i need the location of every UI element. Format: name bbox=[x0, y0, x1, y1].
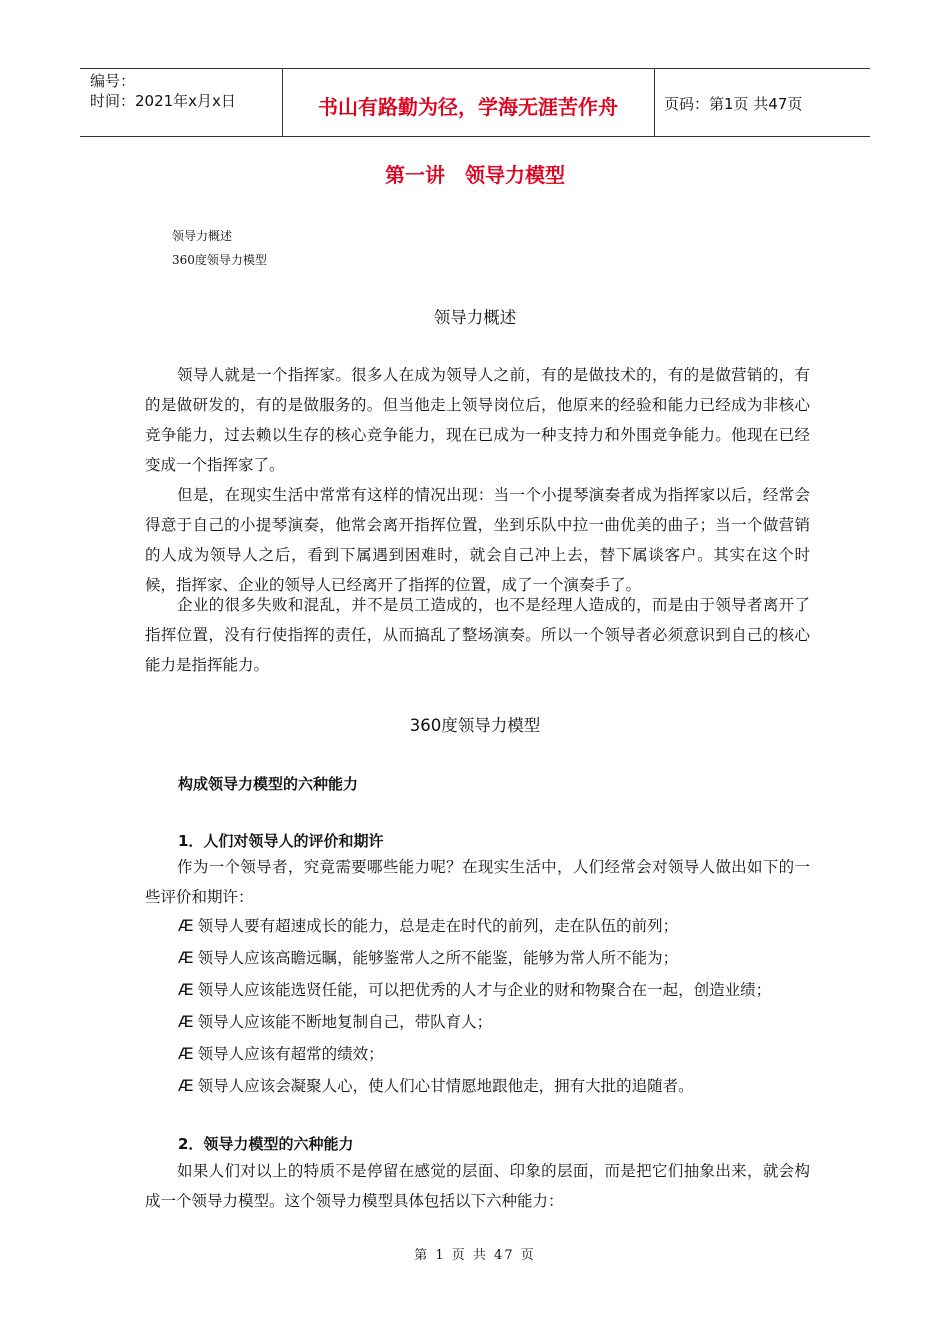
bullet-text: 领导人应该有超常的绩效； bbox=[197, 1045, 384, 1063]
bullet-text: 领导人应该能选贤任能，可以把优秀的人才与企业的财和物聚合在一起，创造业绩； bbox=[197, 981, 772, 999]
section-title: 360度领导力模型 bbox=[409, 716, 541, 735]
number-label: 编号： bbox=[90, 72, 136, 90]
paragraph: 如果人们对以上的特质不是停留在感觉的层面、印象的层面，而是把它们抽象出来，就会构成一个领导力模型。这个领导力模型具体包括以下六种能力： bbox=[145, 1162, 810, 1210]
bullet-text: 领导人应该会凝聚人心，使人们心甘情愿地跟他走，拥有大批的追随者。 bbox=[197, 1077, 694, 1095]
list-item bbox=[178, 910, 771, 942]
header-motto: 书山有路勤为径，学海无涯苦作舟 bbox=[318, 95, 618, 119]
bullet-mark: Æ bbox=[178, 948, 194, 967]
section-subtitle: 构成领导力模型的六种能力 bbox=[178, 775, 359, 793]
bullet-mark: Æ bbox=[178, 1044, 194, 1063]
header-page-info: 页码：第1页 共47页 bbox=[664, 95, 803, 113]
point-heading: 1．人们对领导人的评价和期许 bbox=[178, 832, 384, 850]
section-title: 领导力概述 bbox=[433, 308, 517, 327]
list-item bbox=[178, 1070, 771, 1102]
bullet-list bbox=[178, 910, 771, 1102]
paragraph: 但是，在现实生活中常常有这样的情况出现：当一个小提琴演奏者成为指挥家以后，经常会得意于自己的小提琴演奏，他常会离开指挥位置，坐到乐队中拉一曲优美的曲子；当一个做营销的人成为领导人之后，看到下属遇到困难时，就会自己冲上去，替下属谈客户。其实在这个时候，指挥家、企业的领导人已经离开了指挥的位置，成了一个演奏手了。 bbox=[145, 486, 810, 594]
list-item bbox=[178, 974, 771, 1006]
bullet-mark: Æ bbox=[178, 1076, 194, 1095]
toc-item: 360度领导力模型 bbox=[172, 253, 267, 267]
bullet-text: 领导人应该能不断地复制自己，带队育人； bbox=[197, 1013, 493, 1031]
list-item bbox=[178, 1038, 771, 1070]
header-divider bbox=[654, 69, 655, 136]
date-label: 时间：2021年x月x日 bbox=[90, 92, 236, 110]
bullet-mark: Æ bbox=[178, 916, 194, 935]
paragraph: 企业的很多失败和混乱，并不是员工造成的，也不是经理人造成的，而是由于领导者离开了指挥位置，没有行使指挥的责任，从而搞乱了整场演奏。所以一个领导者必须意识到自己的核心能力是指挥能力。 bbox=[145, 596, 810, 674]
bullet-mark: Æ bbox=[178, 1012, 194, 1031]
page-header bbox=[80, 68, 870, 137]
table-of-contents bbox=[172, 224, 267, 272]
bullet-text: 领导人应该高瞻远瞩，能够鉴常人之所不能鉴，能够为常人所不能为； bbox=[197, 949, 679, 967]
page-footer: 第 1 页 共 47 页 bbox=[414, 1248, 536, 1263]
paragraph: 领导人就是一个指挥家。很多人在成为领导人之前，有的是做技术的，有的是做营销的，有的是做研发的，有的是做服务的。但当他走上领导岗位后，他原来的经验和能力已经成为非核心竞争能力，过去赖以生存的核心竞争能力，现在已成为一种支持力和外围竞争能力。他现在已经变成一个指挥家了。 bbox=[145, 366, 810, 474]
bullet-text: 领导人要有超速成长的能力，总是走在时代的前列，走在队伍的前列； bbox=[197, 917, 679, 935]
list-item bbox=[178, 942, 771, 974]
bullet-mark: Æ bbox=[178, 980, 194, 999]
header-meta bbox=[90, 71, 236, 111]
paragraph: 作为一个领导者，究竟需要哪些能力呢？在现实生活中，人们经常会对领导人做出如下的一些评价和期许： bbox=[145, 858, 810, 906]
main-title: 第一讲 领导力模型 bbox=[385, 163, 565, 187]
toc-item: 领导力概述 bbox=[172, 229, 233, 243]
list-item bbox=[178, 1006, 771, 1038]
point-heading: 2．领导力模型的六种能力 bbox=[178, 1135, 354, 1153]
